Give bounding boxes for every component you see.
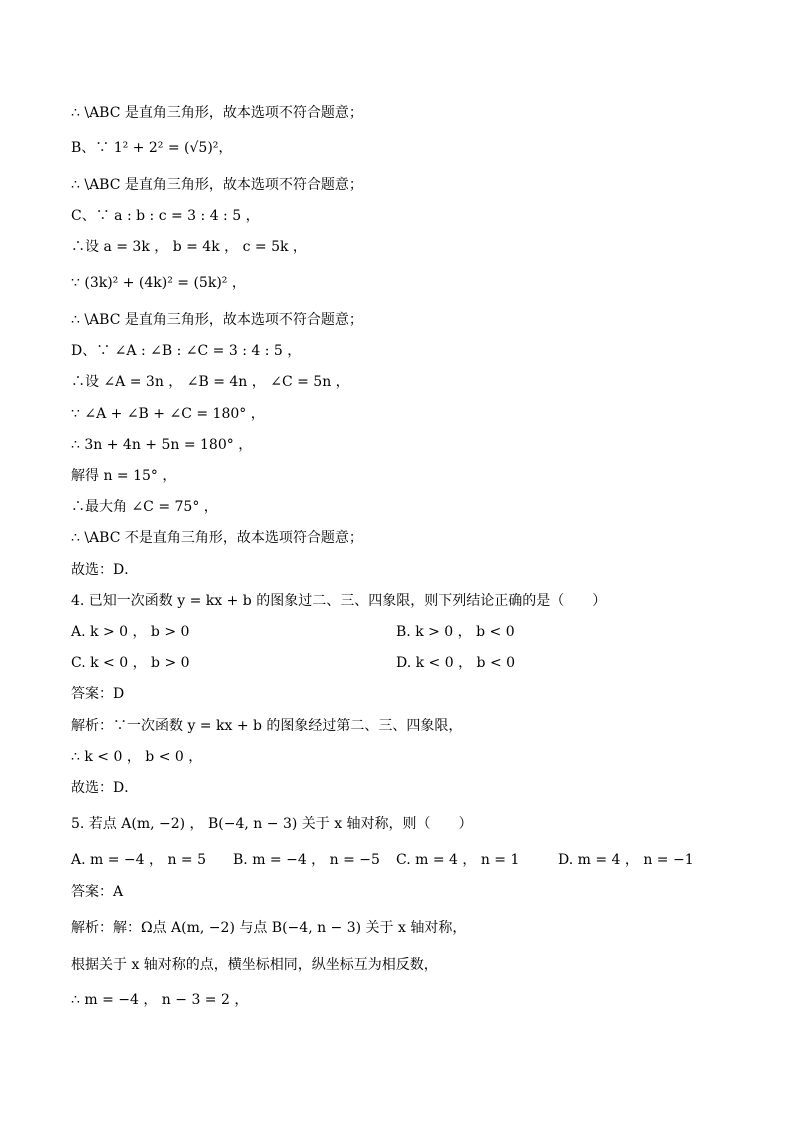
q5-answer: 答案：A bbox=[71, 884, 124, 900]
text-line: D、∵ ∠A : ∠B : ∠C = 3 : 4 : 5 ， bbox=[71, 343, 302, 359]
text-line: ∵ ∠A + ∠B + ∠C = 180° ， bbox=[71, 406, 265, 422]
text-line: ∴ \ABC 是直角三角形，故本选项不符合题意； bbox=[71, 177, 363, 193]
q5-option-b: B. m = −4 ， n = −5 bbox=[233, 852, 380, 868]
text-line: ∵ (3k)² + (4k)² = (5k)² ， bbox=[71, 275, 246, 291]
text-line: B、∵ 1² + 2² = (√5)²， bbox=[71, 140, 233, 156]
text-line: ∴设 a = 3k ， b = 4k ， c = 5k ， bbox=[71, 239, 307, 255]
text-line: ∴ \ABC 不是直角三角形，故本选项符合题意； bbox=[71, 530, 363, 546]
text-line: 故选：D． bbox=[71, 780, 139, 796]
question-5: 5. 若点 A(m, −2) ， B(−4, n − 3) 关于 x 轴对称，则（ ） bbox=[71, 816, 473, 832]
q4-analysis: 解析：∵一次函数 y = kx + b 的图象经过第二、三、四象限， bbox=[71, 718, 463, 734]
text-line: ∴ 3n + 4n + 5n = 180° ， bbox=[71, 437, 253, 453]
question-4: 4. 已知一次函数 y = kx + b 的图象过二、三、四象限，则下列结论正确的是（ ） bbox=[71, 593, 607, 609]
q4-option-a: A. k > 0 ， b > 0 bbox=[71, 624, 190, 640]
q4-option-d: D. k < 0 ， b < 0 bbox=[396, 655, 516, 671]
text-line: 根据关于 x 轴对称的点，横坐标相同，纵坐标互为相反数， bbox=[71, 957, 438, 973]
q4-option-c: C. k < 0 ， b > 0 bbox=[71, 655, 190, 671]
text-line: C、∵ a : b : c = 3 : 4 : 5 ， bbox=[71, 208, 260, 224]
text-line: ∴最大角 ∠C = 75° ， bbox=[71, 499, 218, 515]
q5-option-c: C. m = 4 ， n = 1 bbox=[396, 852, 520, 868]
text-line: ∴ k < 0 ， b < 0 ， bbox=[71, 749, 203, 765]
text-line: 解得 n = 15° ， bbox=[71, 468, 177, 484]
q5-option-a: A. m = −4 ， n = 5 bbox=[71, 852, 207, 868]
q4-option-b: B. k > 0 ， b < 0 bbox=[396, 624, 515, 640]
q5-option-d: D. m = 4 ， n = −1 bbox=[558, 852, 694, 868]
text-line: 故选：D． bbox=[71, 562, 139, 578]
q5-analysis: 解析：解：Ω点 A(m, −2) 与点 B(−4, n − 3) 关于 x 轴对称， bbox=[71, 920, 467, 936]
text-line: ∴ \ABC 是直角三角形，故本选项不符合题意； bbox=[71, 105, 363, 121]
q4-answer: 答案：D bbox=[71, 686, 125, 702]
text-line: ∴设 ∠A = 3n ， ∠B = 4n ， ∠C = 5n ， bbox=[71, 374, 350, 390]
text-line: ∴ \ABC 是直角三角形，故本选项不符合题意； bbox=[71, 312, 363, 328]
text-line: ∴ m = −4 ， n − 3 = 2 ， bbox=[71, 992, 249, 1008]
